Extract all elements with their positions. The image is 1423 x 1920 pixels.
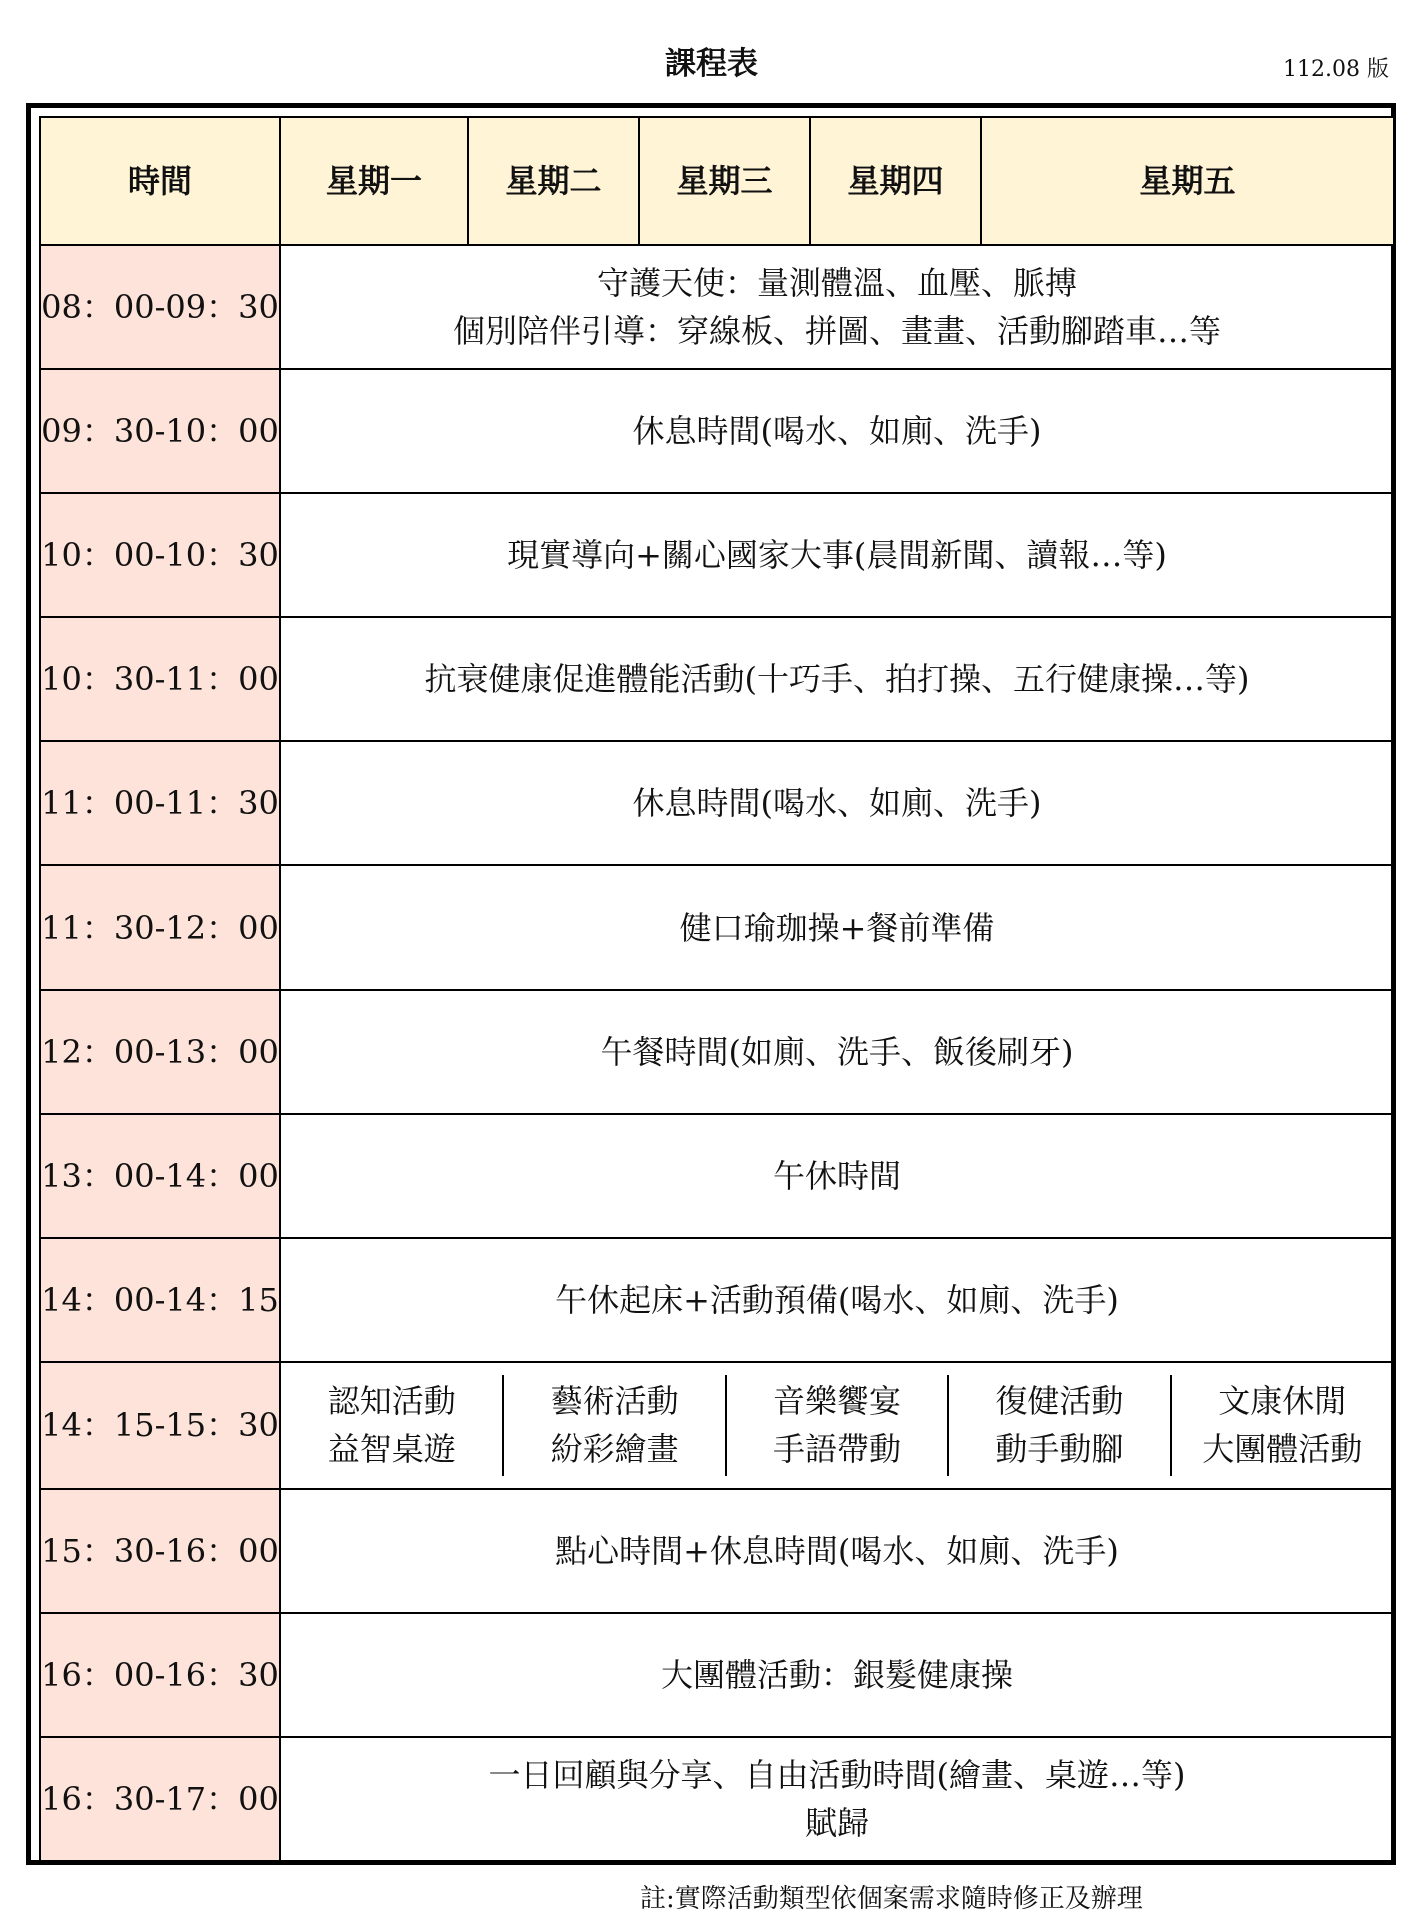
schedule-row <box>40 741 1394 865</box>
activity-line: 一日回顧與分享、自由活動時間(繪畫、桌遊…等) <box>488 1755 1186 1794</box>
schedule-row <box>40 1238 1394 1362</box>
schedule-row <box>40 1362 1394 1489</box>
activity-line: 點心時間+休息時間(喝水、如廁、洗手) <box>555 1531 1119 1570</box>
schedule-row <box>40 1737 1394 1861</box>
activity-line: 休息時間(喝水、如廁、洗手) <box>632 412 1042 450</box>
schedule-row <box>40 245 1394 369</box>
time-slot: 10：30-11：00 <box>40 617 280 741</box>
activity-cell <box>280 617 1394 741</box>
day-activity <box>1171 1375 1393 1476</box>
activity-cell <box>280 245 1394 369</box>
time-slot: 11：30-12：00 <box>40 865 280 989</box>
activity-cell <box>280 990 1394 1114</box>
schedule-frame <box>26 103 1396 1865</box>
day-activity-line: 益智桌遊 <box>327 1430 456 1469</box>
time-slot: 16：30-17：00 <box>40 1737 280 1861</box>
time-slot: 12：00-13：00 <box>40 990 280 1114</box>
version-label: 112.08 版 <box>1283 57 1389 82</box>
activity-cell <box>280 369 1394 493</box>
time-slot: 13：00-14：00 <box>40 1114 280 1238</box>
day-activity <box>948 1375 1170 1476</box>
activity-line: 賦歸 <box>804 1803 869 1842</box>
activity-cell <box>280 1737 1394 1861</box>
activity-line: 午餐時間(如廁、洗手、飯後刷牙) <box>600 1032 1074 1071</box>
day-activity-line: 動手動腳 <box>995 1430 1124 1469</box>
day-activity-line: 藝術活動 <box>550 1382 679 1421</box>
day-activity-line: 音樂饗宴 <box>772 1382 901 1421</box>
header-day: 星期四 <box>810 117 981 245</box>
schedule-row <box>40 493 1394 617</box>
day-activity-line: 手語帶動 <box>772 1430 901 1469</box>
activity-cell <box>280 1613 1394 1737</box>
day-activity-line: 大團體活動 <box>1202 1430 1363 1469</box>
schedule-row <box>40 617 1394 741</box>
time-slot: 15：30-16：00 <box>40 1489 280 1613</box>
header-row <box>40 117 1394 245</box>
activity-line: 健口瑜珈操+餐前準備 <box>679 908 995 947</box>
daily-activities-cell <box>280 1362 1394 1489</box>
day-activity-line: 紛彩繪畫 <box>550 1430 679 1469</box>
header-day: 星期三 <box>639 117 810 245</box>
schedule-row <box>40 369 1394 493</box>
activity-line: 大團體活動：銀髮健康操 <box>660 1655 1013 1694</box>
header-time: 時間 <box>40 117 280 245</box>
schedule-row <box>40 1114 1394 1238</box>
page-title: 課程表 <box>665 46 758 82</box>
schedule-row <box>40 865 1394 989</box>
time-slot: 09：30-10：00 <box>40 369 280 493</box>
activity-line: 午休起床+活動預備(喝水、如廁、洗手) <box>555 1280 1119 1319</box>
time-slot: 14：15-15：30 <box>40 1362 280 1489</box>
time-slot: 08：00-09：30 <box>40 245 280 369</box>
day-activity <box>503 1375 725 1476</box>
activity-line: 抗衰健康促進體能活動(十巧手、拍打操、五行健康操…等) <box>424 660 1250 699</box>
day-activity-line: 復健活動 <box>995 1382 1124 1421</box>
time-slot: 16：00-16：30 <box>40 1613 280 1737</box>
day-activity-line: 文康休閒 <box>1218 1382 1347 1421</box>
activity-cell <box>280 1238 1394 1362</box>
schedule-row <box>40 1613 1394 1737</box>
day-activity <box>281 1375 503 1476</box>
activity-cell <box>280 1489 1394 1613</box>
day-activity <box>726 1375 948 1476</box>
day-activity-line: 認知活動 <box>327 1382 456 1421</box>
activity-line: 現實導向+關心國家大事(晨間新聞、讀報…等) <box>507 536 1167 575</box>
activity-line: 守護天使：量測體溫、血壓、脈搏 <box>596 263 1077 302</box>
time-slot: 11：00-11：30 <box>40 741 280 865</box>
time-slot: 14：00-14：15 <box>40 1238 280 1362</box>
header-day: 星期一 <box>280 117 468 245</box>
schedule-row <box>40 1489 1394 1613</box>
activity-cell <box>280 865 1394 989</box>
header-day: 星期二 <box>468 117 639 245</box>
header-day: 星期五 <box>981 117 1394 245</box>
schedule-row <box>40 990 1394 1114</box>
schedule-table <box>39 116 1395 1862</box>
activity-cell <box>280 741 1394 865</box>
activity-line: 午休時間 <box>772 1156 901 1195</box>
activity-line: 休息時間(喝水、如廁、洗手) <box>632 784 1042 823</box>
time-slot: 10：00-10：30 <box>40 493 280 617</box>
activity-cell <box>280 493 1394 617</box>
activity-line: 個別陪伴引導：穿線板、拼圖、畫畫、活動腳踏車…等 <box>452 311 1221 350</box>
activity-cell <box>280 1114 1394 1238</box>
footnote: 註:實際活動類型依個案需求隨時修正及辦理 <box>640 1884 1143 1914</box>
